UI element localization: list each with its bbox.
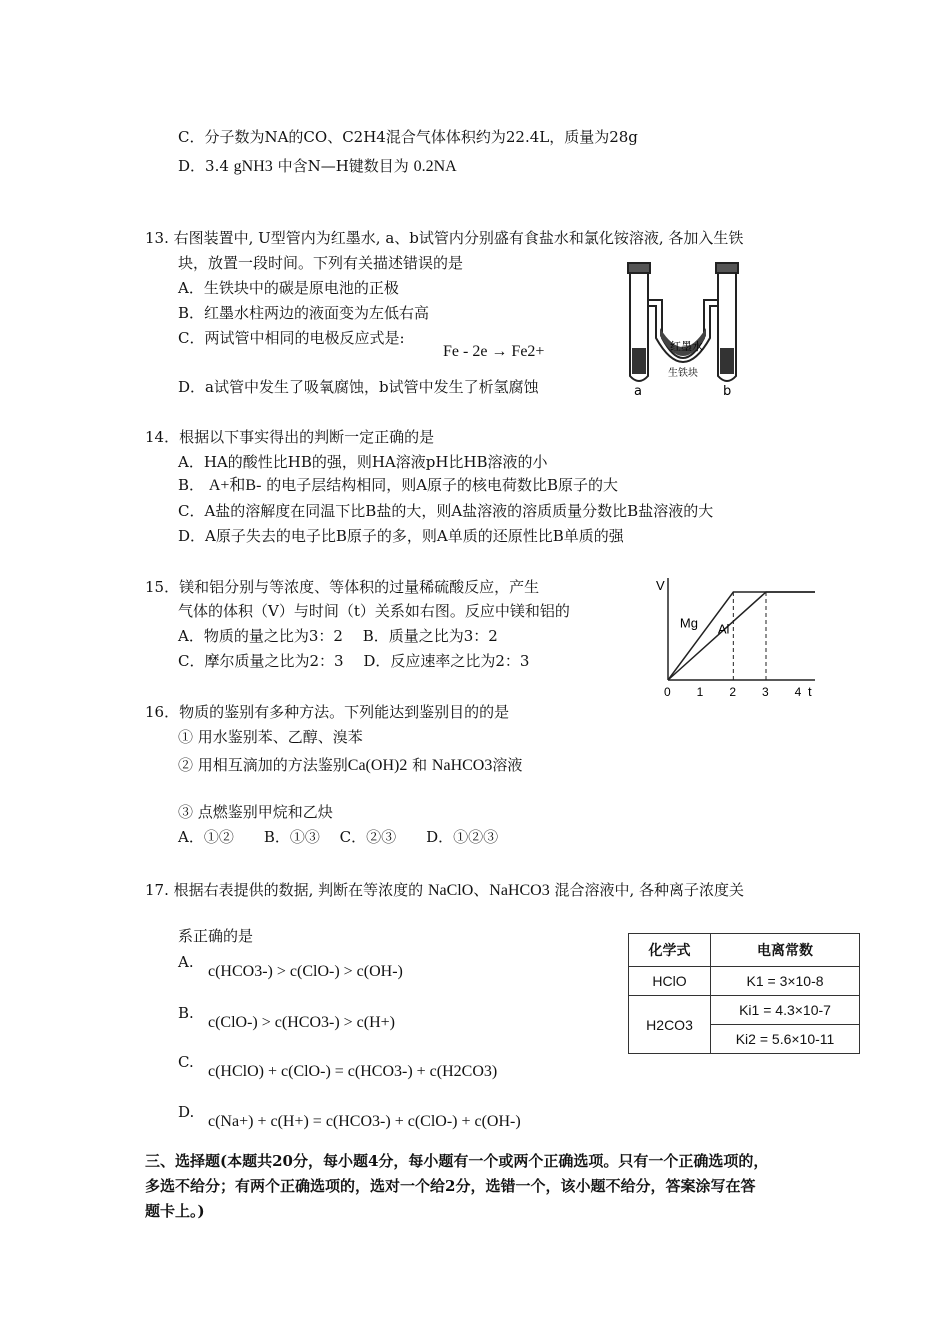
- series-label-mg: Mg: [679, 615, 698, 631]
- table-cell-h2co3: H2CO3: [629, 996, 711, 1054]
- q14-b-math: A+和B-: [208, 477, 262, 494]
- x-tick-label: 0: [664, 685, 671, 699]
- x-tick-label: 3: [762, 685, 769, 699]
- q17-option-b: c(ClO-) > c(HCO3-) > c(H+): [208, 1014, 396, 1031]
- q13-stem-1: 13. 右图装置中, U型管内为红墨水, a、b试管内分别盛有食盐水和氯化铵溶液, 各加入生铁: [145, 229, 744, 247]
- q13-stem-2: 块，放置一段时间。下列有关描述错误的是: [178, 254, 464, 272]
- x-tick-label: 4: [794, 685, 802, 699]
- q14-stem: 14．根据以下事实得出的判断一定正确的是: [145, 428, 435, 446]
- tube-a-label: a: [634, 384, 642, 398]
- q17-option-c: c(HClO) + c(ClO-) = c(HCO3-) + c(H2CO3): [208, 1063, 498, 1080]
- q15-stem-2: 气体的体积（V）与时间（t）关系如右图。反应中镁和铝的: [178, 602, 570, 620]
- q15-options-cd: C．摩尔质量之比为2：3 D．反应速率之比为2：3: [178, 652, 530, 670]
- section3-line-2: 多选不给分；有两个正确选项的，选对一个给2分，选错一个，该小题不给分，答案涂写在答: [145, 1177, 756, 1195]
- table-cell-hclo: HClO: [629, 967, 711, 996]
- q13-option-a: A．生铁块中的碳是原电池的正极: [178, 279, 399, 297]
- q17-stem-math: NaClO、NaHCO3: [427, 882, 550, 899]
- x-tick-label: 2: [729, 685, 737, 699]
- ionization-constant-table: [628, 933, 860, 1054]
- q16-item-1: ① 用水鉴别苯、乙醇、溴苯: [178, 728, 363, 746]
- table-cell-hclo-k: K1 = 3×10-8: [711, 967, 860, 996]
- y-axis-label: V: [656, 578, 665, 593]
- q17-label-c: C.: [178, 1053, 194, 1071]
- q16-i2-math1: Ca(OH)2: [347, 757, 408, 774]
- q14-option-c: C．A盐的溶解度在同温下比B盐的大，则A盐溶液的溶质质量分数比B盐溶液的大: [178, 502, 714, 520]
- volume-time-chart: [650, 572, 820, 700]
- q16-i2-prefix: ② 用相互滴加的方法鉴别: [178, 756, 348, 774]
- q12-d-math2: 0.2NA: [413, 158, 457, 175]
- q16-item-2: [178, 755, 522, 776]
- q16-i2-suffix: 溶液: [492, 756, 523, 774]
- q17-stem-1: [145, 880, 744, 901]
- iron-label: 生铁块: [668, 368, 698, 379]
- q12-option-d: [178, 156, 457, 177]
- x-axis-label: t: [808, 684, 812, 699]
- q13-c-equation: Fe - 2e → Fe2+: [443, 343, 545, 360]
- series-line-mg: [668, 592, 815, 680]
- q14-b-rest: 的电子层结构相同，则A原子的核电荷数比B原子的大: [266, 476, 619, 494]
- q16-stem: 16．物质的鉴别有多种方法。下列能达到鉴别目的的是: [145, 703, 510, 721]
- series-label-al: Al: [717, 621, 730, 637]
- q13-option-b: B．红墨水柱两边的液面变为左低右高: [178, 304, 430, 322]
- q16-options: A．①② B．①③ C．②③ D．①②③: [178, 828, 499, 846]
- tube-b-label: b: [723, 384, 732, 398]
- q12-d-mid: 中含N—H键数目为: [277, 157, 409, 175]
- q17-stem-2: 系正确的是: [178, 927, 254, 945]
- section3-line-1: 三、选择题(本题共20分，每小题4分，每小题有一个或两个正确选项。只有一个正确选项的，: [145, 1152, 769, 1170]
- q13-option-c: C．两试管中相同的电极反应式是:: [178, 329, 405, 347]
- q17-label-b: B.: [178, 1004, 194, 1022]
- q15-options-ab: A．物质的量之比为3：2 B．质量之比为3：2: [178, 627, 498, 645]
- q12-d-math1: gNH3: [233, 158, 273, 175]
- q15-stem-1: 15．镁和铝分别与等浓度、等体积的过量稀硫酸反应，产生: [145, 578, 540, 596]
- q17-label-d: D.: [178, 1103, 195, 1121]
- q12-d-prefix: D．3.4: [178, 157, 229, 175]
- table-cell-h2co3-k2: Ki2 = 5.6×10-11: [711, 1025, 860, 1054]
- ink-label: 红墨水: [670, 340, 703, 353]
- q13-option-d: D．a试管中发生了吸氧腐蚀，b试管中发生了析氢腐蚀: [178, 378, 539, 396]
- q17-option-d: c(Na+) + c(H+) = c(HCO3-) + c(ClO-) + c(OH-): [208, 1113, 521, 1130]
- u-tube-figure: [620, 258, 750, 398]
- x-tick-label: 1: [696, 685, 704, 699]
- q16-i2-and: 和: [412, 756, 428, 774]
- q14-option-b: [178, 475, 618, 496]
- q17-label-a: A.: [178, 953, 194, 971]
- q12-option-c: C．分子数为NA的CO、C2H4混合气体体积约为22.4L，质量为28g: [178, 128, 638, 146]
- q14-b-prefix: B．: [178, 476, 205, 494]
- table-header-formula: 化学式: [629, 934, 711, 967]
- table-cell-h2co3-k1: Ki1 = 4.3×10-7: [711, 996, 860, 1025]
- q14-option-d: D．A原子失去的电子比B原子的多，则A单质的还原性比B单质的强: [178, 527, 624, 545]
- q17-option-a: c(HCO3-) > c(ClO-) > c(OH-): [208, 963, 403, 980]
- q16-i2-math2: NaHCO3: [431, 757, 493, 774]
- q14-option-a: A．HA的酸性比HB的强，则HA溶液pH比HB溶液的小: [178, 453, 548, 471]
- section3-line-3: 题卡上。): [145, 1202, 205, 1220]
- q16-item-3: ③ 点燃鉴别甲烷和乙炔: [178, 803, 333, 821]
- table-header-constant: 电离常数: [711, 934, 860, 967]
- series-line-al: [668, 592, 815, 680]
- q17-stem-prefix: 17. 根据右表提供的数据, 判断在等浓度的: [145, 881, 424, 899]
- q17-stem-suffix: 混合溶液中, 各种离子浓度关: [554, 881, 745, 899]
